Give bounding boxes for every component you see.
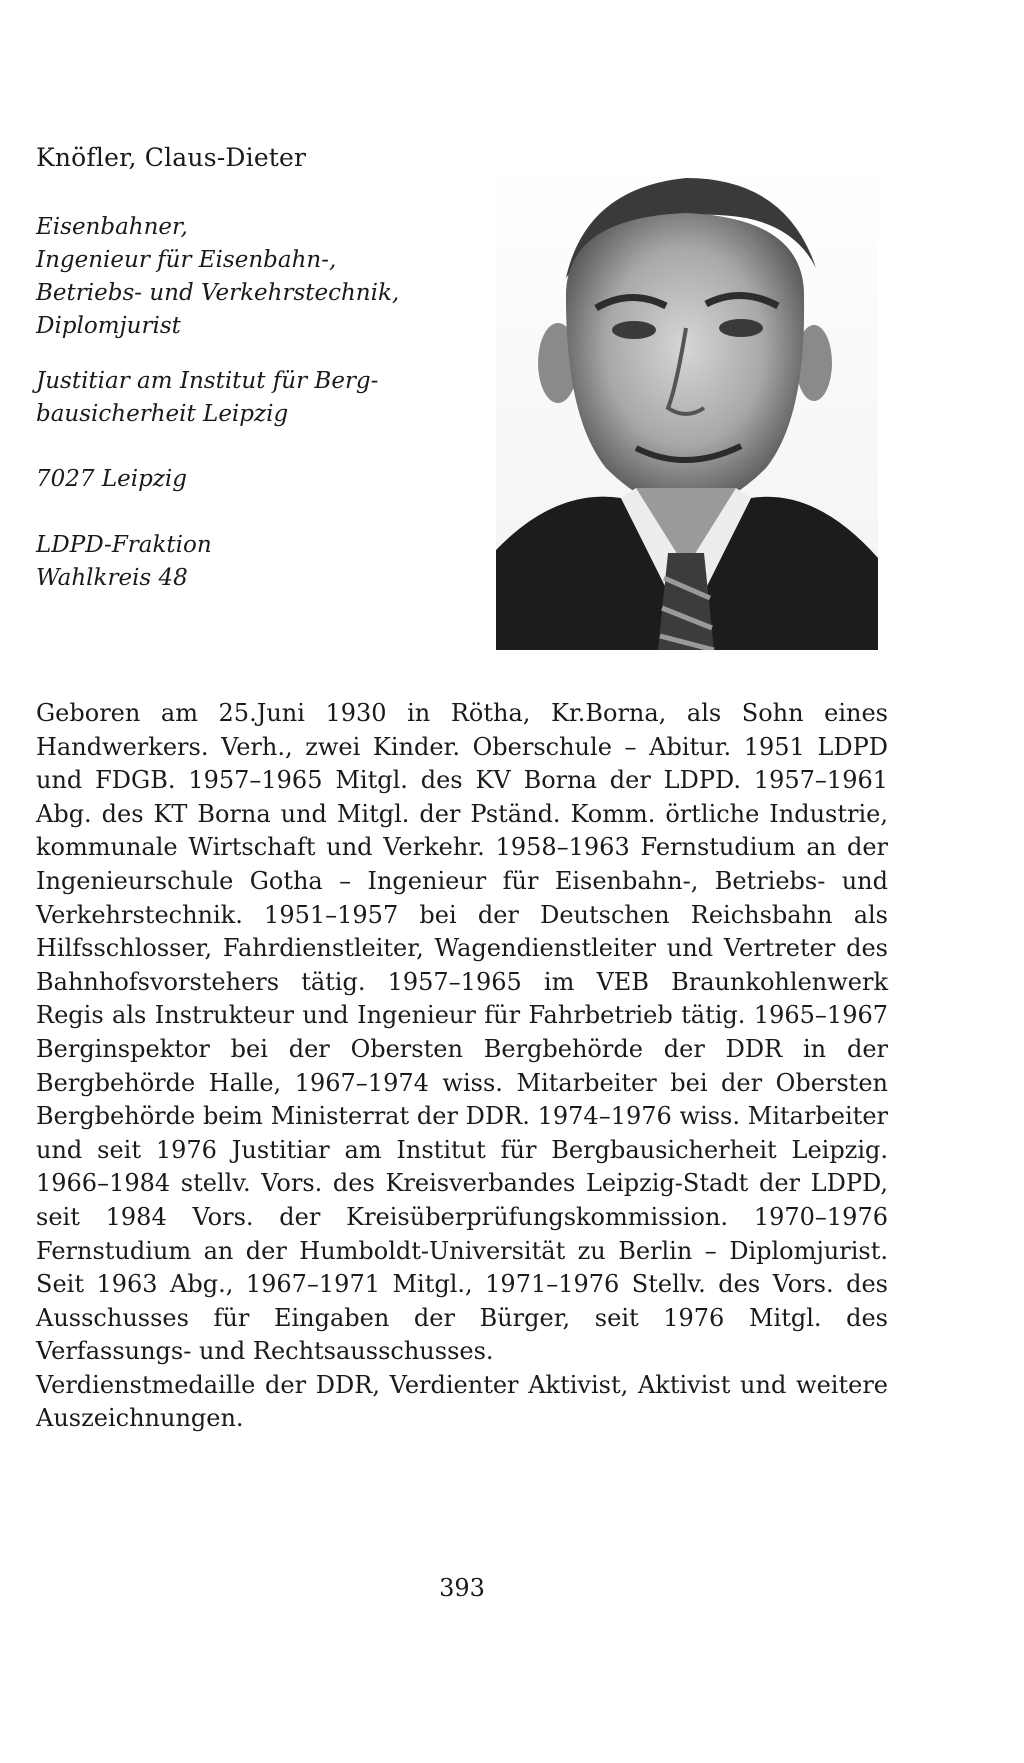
portrait-illustration <box>496 158 878 650</box>
occupation-line: Diplomjurist <box>36 313 181 339</box>
location <box>36 463 187 496</box>
entry-name: Knöfler, Claus-Dieter <box>36 143 307 172</box>
occupation <box>36 211 399 343</box>
occupation-line: Eisenbahner, <box>36 214 188 240</box>
faction-line: LDPD-Fraktion <box>36 532 212 558</box>
occupation-line: Ingenieur für Eisenbahn-, <box>36 247 337 273</box>
position-line: Justitiar am Institut für Berg- <box>36 368 379 394</box>
portrait-photo <box>496 158 878 650</box>
awards-text: Verdienstmedaille der DDR, Verdienter Aktivist, Aktivist und weitere Auszeichnungen. <box>36 1370 888 1433</box>
faction <box>36 529 212 595</box>
current-position <box>36 365 378 431</box>
location-text: 7027 Leipzig <box>36 466 188 492</box>
biography-text: Geboren am 25.Juni 1930 in Rötha, Kr.Borna, als Sohn eines Handwerkers. Verh., zwei Kinder. Oberschule – Abitur. 1951 LDPD und FDGB. 1957–1965 Mitgl. des KV Borna der LDPD. 1957–1961 Abg. des KT Borna und Mitgl. der Pständ. Komm. örtliche Industrie, kommunale Wirtschaft und Verkehr. 1958–1963 Fernstudium an der Ingenieurschule Gotha – Ingenieur für Eisenbahn-, Betriebs- und Verkehrstechnik. 1951–1957 bei der Deutschen Reichsbahn als Hilfsschlosser, Fahrdienstleiter, Wagendienstleiter und Vertreter des Bahnhofsvorstehers tätig. 1957–1965 im VEB Braunkohlenwerk Regis als Instrukteur und Ingenieur für Fahrbetrieb tätig. 1965–1967 Berginspektor bei der Obersten Bergbehörde der DDR in der Bergbehörde Halle, 1967–1974 wiss. Mitarbeiter bei der Obersten Bergbehörde beim Ministerrat der DDR. 1974–1976 wiss. Mitarbeiter und seit 1976 Justitiar am Institut für Bergbausicherheit Leipzig. 1966–1984 stellv. Vors. des Kreisverbandes Leipzig-Stadt der LDPD, seit 1984 Vors. der Kreisüberprüfungskommission. 1970–1976 Fernstudium an der Humboldt-Universität zu Berlin – Diplomjurist. Seit 1963 Abg., 1967–1971 Mitgl., 1971–1976 Stellv. des Vors. des Ausschusses für Eingaben der Bürger, seit 1976 Mitgl. des Verfassungs- und Rechtsausschusses. <box>36 699 888 1366</box>
occupation-line: Betriebs- und Verkehrstechnik, <box>36 280 400 306</box>
page-number: 393 <box>439 1574 485 1602</box>
faction-line: Wahlkreis 48 <box>36 565 188 591</box>
position-line: bausicherheit Leipzig <box>36 401 289 427</box>
biography <box>36 697 888 1436</box>
